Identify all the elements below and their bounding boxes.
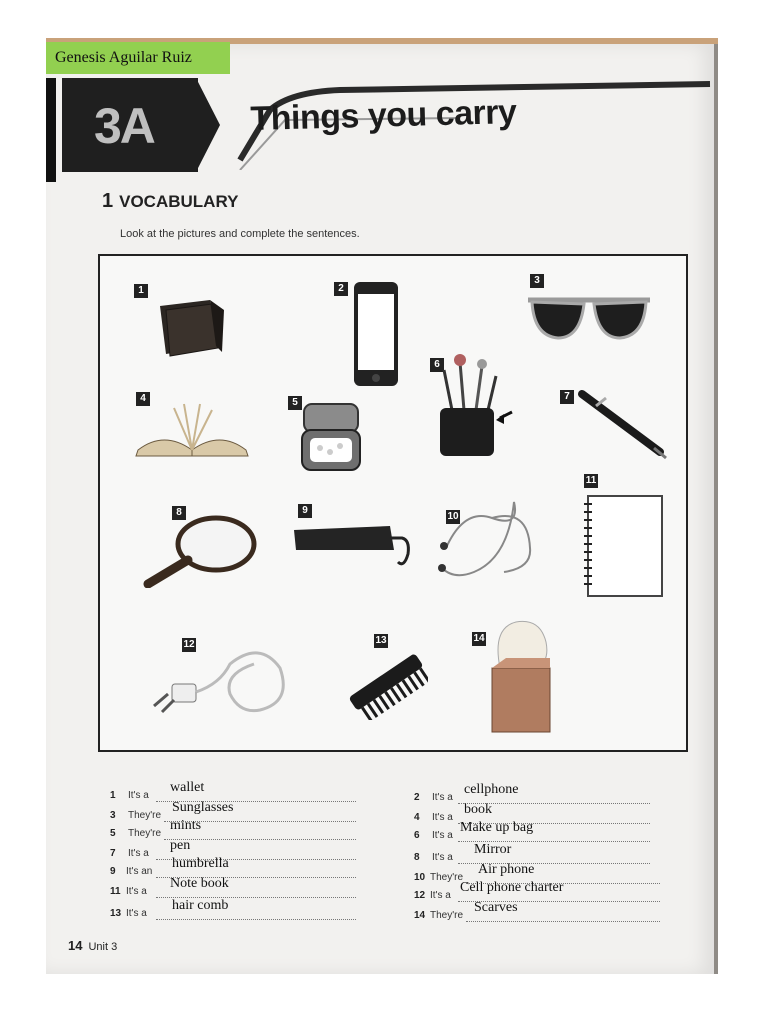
picture-number: 8 — [172, 506, 186, 520]
answer-text[interactable]: Sunglasses — [172, 800, 234, 815]
answer-row — [110, 818, 360, 842]
picture-number: 10 — [447, 511, 459, 522]
answer-number: 8 — [414, 852, 420, 863]
answer-row — [414, 900, 664, 924]
page-number: 14 — [68, 938, 83, 953]
page-title: Things you carry — [250, 93, 517, 138]
answer-number: 13 — [110, 908, 122, 919]
lesson-code: 3A — [94, 98, 154, 154]
answer-prefix: They're — [128, 810, 162, 821]
comb-icon — [344, 644, 428, 720]
answer-row — [110, 800, 360, 824]
picture-number: 3 — [530, 274, 544, 288]
answer-number: 10 — [414, 872, 426, 883]
student-name-tag: Genesis Aguilar Ruiz — [46, 42, 230, 74]
picture-number: 7 — [560, 390, 574, 404]
answer-number: 7 — [110, 848, 116, 859]
picture-number: 14 — [473, 633, 485, 644]
picture-number: 5 — [288, 396, 302, 410]
answer-row — [110, 898, 360, 922]
answer-number: 1 — [110, 790, 116, 801]
answer-text[interactable]: wallet — [170, 780, 205, 795]
answer-row — [414, 820, 664, 844]
answer-prefix: They're — [128, 828, 162, 839]
picture-number: 2 — [334, 282, 348, 296]
answer-row — [414, 802, 664, 826]
picture-number: 1 — [134, 284, 148, 298]
section-heading — [102, 190, 238, 213]
sunglasses-icon — [524, 292, 654, 346]
answer-number: 4 — [414, 812, 420, 823]
page-edge — [714, 44, 718, 974]
phone-charger-icon — [150, 644, 290, 724]
answer-row — [414, 880, 664, 904]
answer-number: 5 — [110, 828, 116, 839]
umbrella-icon — [290, 520, 414, 576]
answer-blank — [156, 919, 356, 920]
answer-prefix: It's a — [128, 790, 149, 801]
answer-prefix: It's a — [432, 830, 453, 841]
mints-tin-icon — [298, 400, 364, 474]
answer-text[interactable]: Scarves — [474, 900, 518, 915]
answer-row — [414, 782, 664, 806]
answer-text[interactable]: cellphone — [464, 782, 519, 797]
wallet-icon — [156, 296, 226, 360]
answer-row — [110, 856, 360, 880]
section-title: VOCABULARY — [119, 192, 239, 211]
answer-prefix: They're — [430, 910, 464, 921]
picture-number: 13 — [375, 635, 387, 646]
answer-prefix: It's a — [126, 908, 147, 919]
answer-text[interactable]: Air phone — [478, 862, 535, 877]
answer-text[interactable]: Cell phone charter — [460, 880, 564, 895]
answer-number: 12 — [414, 890, 426, 901]
picture-number: 6 — [430, 358, 444, 372]
answer-prefix: They're — [430, 872, 464, 883]
book-icon — [134, 400, 250, 458]
picture-number: 9 — [298, 504, 312, 518]
answer-text[interactable]: hair comb — [172, 898, 229, 913]
answer-prefix: It's a — [128, 848, 149, 859]
answer-number: 14 — [414, 910, 426, 921]
makeup-bag-icon — [430, 352, 520, 462]
pen-icon — [576, 386, 668, 460]
answer-row — [414, 842, 664, 866]
page-footer — [68, 938, 117, 953]
answer-number: 3 — [110, 810, 116, 821]
notebook-icon — [582, 492, 666, 600]
exercise-instruction: Look at the pictures and complete the sentences. — [120, 228, 360, 240]
answer-text[interactable]: Make up bag — [460, 820, 534, 835]
banner-edge — [46, 78, 56, 182]
answer-text[interactable]: pen — [170, 838, 191, 853]
answer-blank — [466, 921, 660, 922]
answer-text[interactable]: Mirror — [474, 842, 512, 857]
tissues-icon — [486, 618, 556, 736]
answer-text[interactable]: Note book — [170, 876, 229, 891]
picture-number: 12 — [183, 639, 195, 650]
answer-text[interactable]: book — [464, 802, 492, 817]
earphones-icon — [434, 488, 538, 586]
picture-number: 4 — [136, 392, 150, 406]
section-number: 1 — [102, 190, 114, 212]
answer-number: 6 — [414, 830, 420, 841]
answer-row — [110, 838, 360, 862]
answer-text[interactable]: humbrella — [172, 856, 229, 871]
answer-prefix: It's a — [126, 886, 147, 897]
answer-prefix: It's a — [432, 792, 453, 803]
unit-label: Unit 3 — [88, 941, 118, 953]
answer-prefix: It's a — [430, 890, 451, 901]
phone-icon — [352, 280, 400, 390]
answer-text[interactable]: mints — [170, 818, 202, 833]
answer-prefix: It's a — [432, 812, 453, 823]
answer-row — [110, 780, 360, 804]
answer-prefix: It's an — [126, 866, 153, 877]
answer-number: 11 — [110, 886, 121, 897]
answer-number: 2 — [414, 792, 420, 803]
picture-frame — [98, 254, 688, 752]
mirror-icon — [140, 514, 260, 588]
answer-blank — [164, 839, 356, 840]
picture-number: 11 — [585, 475, 597, 486]
answer-prefix: It's a — [432, 852, 453, 863]
answer-row — [110, 876, 360, 900]
answer-number: 9 — [110, 866, 116, 877]
